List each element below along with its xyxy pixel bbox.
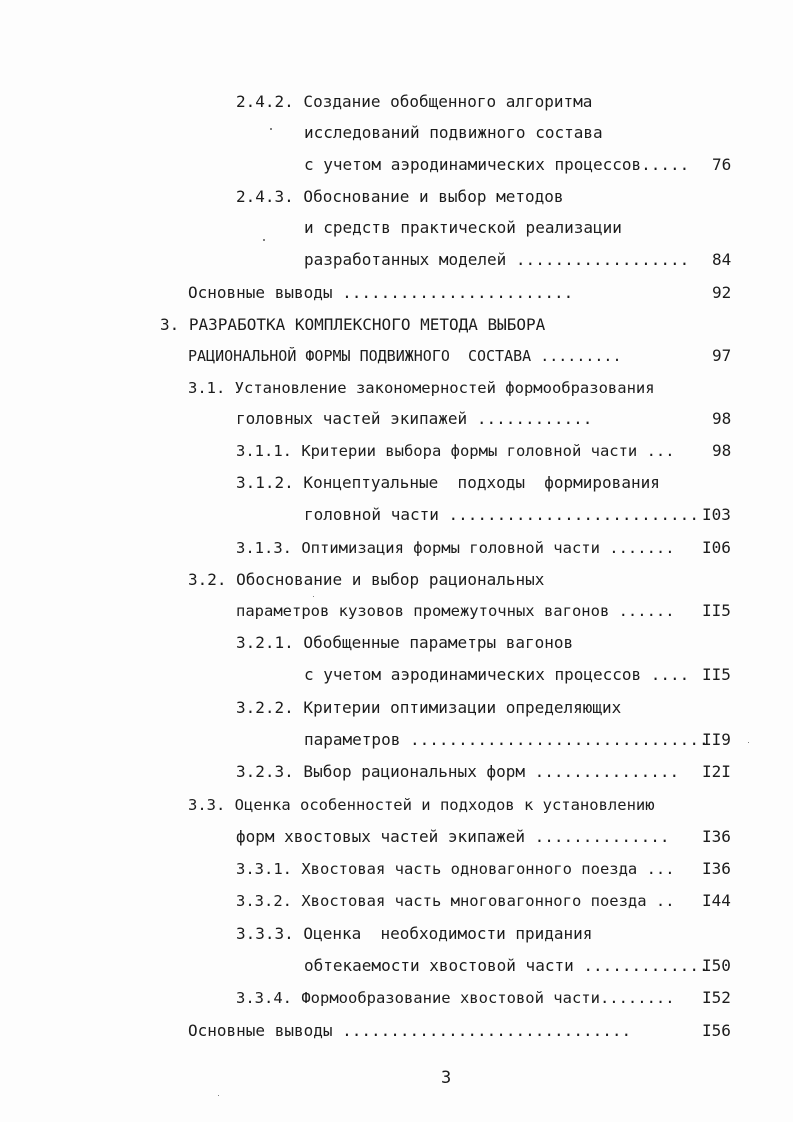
toc-page-ref: I2I bbox=[702, 762, 731, 781]
toc-line: 3.3.1. Хвостовая часть одновагонного поезда ... bbox=[236, 860, 675, 878]
scan-speck bbox=[270, 128, 272, 130]
toc-line: 3.2.1. Обобщенные параметры вагонов bbox=[236, 633, 574, 652]
toc-chapter-title: РАЦИОНАЛЬНОЙ ФОРМЫ ПОДВИЖНОГО СОСТАВА ......... bbox=[188, 347, 622, 365]
toc-line: 3.1.3. Оптимизация формы головной части ....... bbox=[236, 539, 675, 557]
toc-line: форм хвостовых частей экипажей .............. bbox=[236, 827, 670, 846]
toc-line: с учетом аэродинамических процессов .... bbox=[304, 665, 690, 684]
toc-line: разработанных моделей .................. bbox=[304, 250, 690, 269]
toc-page-ref: II5 bbox=[702, 665, 731, 684]
toc-line: 3.1.1. Критерии выбора формы головной части ... bbox=[236, 442, 675, 460]
toc-page-ref: 84 bbox=[712, 250, 732, 269]
toc-line: 3.2. Обоснование и выбор рациональных bbox=[188, 570, 545, 589]
toc-line: 2.4.3. Обоснование и выбор методов bbox=[236, 187, 564, 206]
toc-chapter-title: 3. РАЗРАБОТКА КОМПЛЕКСНОГО МЕТОДА ВЫБОРА bbox=[160, 315, 546, 334]
toc-page-ref: 97 bbox=[712, 346, 732, 365]
toc-line: 3.3.3. Оценка необходимости придания bbox=[236, 924, 593, 943]
toc-line: головной части .......................... bbox=[304, 505, 699, 524]
toc-line: 2.4.2. Создание обобщенного алгоритма bbox=[236, 92, 593, 111]
toc-line: параметров кузовов промежуточных вагонов ...... bbox=[236, 602, 675, 620]
toc-line: 3.3.4. Формообразование хвостовой части........ bbox=[236, 989, 675, 1007]
toc-line: исследований подвижного состава bbox=[304, 123, 603, 142]
scan-speck bbox=[218, 1095, 219, 1096]
toc-line: с учетом аэродинамических процессов..... bbox=[304, 155, 690, 174]
toc-page-ref: I52 bbox=[702, 988, 731, 1007]
toc-line: Основные выводы ........................ bbox=[188, 283, 574, 302]
toc-page-ref: I36 bbox=[702, 859, 731, 878]
toc-page-ref: 92 bbox=[712, 283, 732, 302]
toc-page-ref: I06 bbox=[702, 538, 731, 557]
toc-line: и средств практической реализации bbox=[304, 218, 622, 237]
toc-line: Основные выводы .............................. bbox=[188, 1021, 632, 1040]
toc-page-ref: II9 bbox=[702, 730, 731, 749]
toc-line: 3.1. Установление закономерностей формообразования bbox=[188, 379, 655, 397]
toc-line: 3.3.2. Хвостовая часть многовагонного поезда .. bbox=[236, 892, 675, 910]
toc-line: параметров ............................... bbox=[304, 730, 709, 749]
toc-line: 3.1.2. Концептуальные подходы формирования bbox=[236, 473, 660, 492]
toc-page-ref: 76 bbox=[712, 155, 732, 174]
toc-page-ref: 98 bbox=[712, 409, 732, 428]
scan-speck bbox=[263, 239, 265, 241]
toc-line: обтекаемости хвостовой части ............. bbox=[304, 956, 709, 975]
scan-speck bbox=[313, 596, 314, 597]
page-number: 3 bbox=[441, 1068, 452, 1088]
toc-line: головных частей экипажей ............ bbox=[236, 409, 593, 428]
toc-page-ref: 98 bbox=[712, 441, 732, 460]
toc-page-ref: I44 bbox=[702, 891, 731, 910]
toc-line: 3.2.2. Критерии оптимизации определяющих bbox=[236, 698, 622, 717]
toc-line: 3.2.3. Выбор рациональных форм ............... bbox=[236, 762, 680, 781]
scan-speck bbox=[748, 742, 749, 743]
toc-page-ref: I03 bbox=[702, 505, 731, 524]
toc-page-ref: I36 bbox=[702, 827, 731, 846]
toc-line: 3.3. Оценка особенностей и подходов к установлению bbox=[188, 796, 655, 814]
toc-page-ref: II5 bbox=[702, 601, 731, 620]
toc-page-ref: I56 bbox=[702, 1021, 731, 1040]
toc-page-ref: I50 bbox=[702, 956, 731, 975]
